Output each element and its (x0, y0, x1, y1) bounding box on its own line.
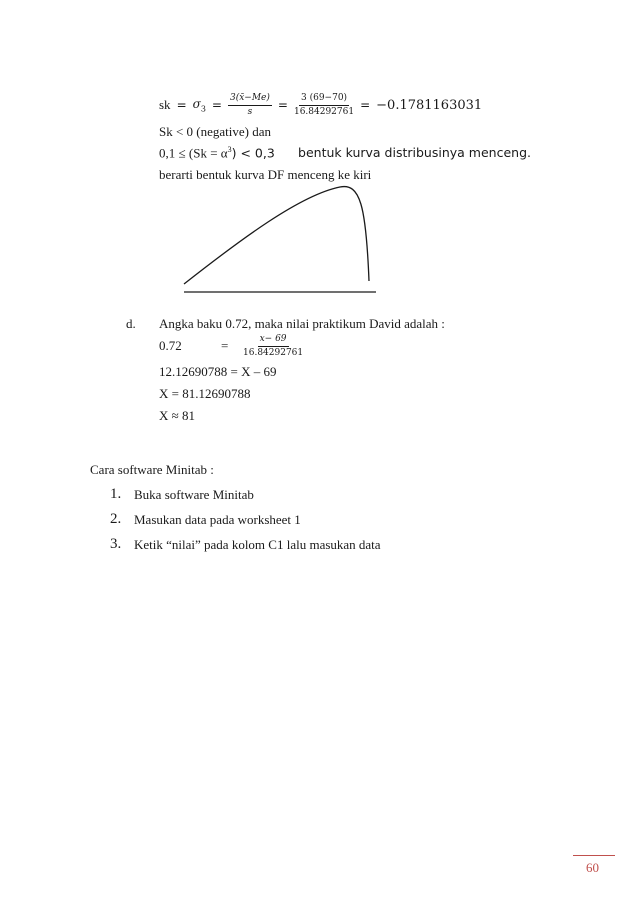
skewness-result: −0.1781163031 (376, 97, 483, 113)
sigma-symbol: $\sigma_3$ (192, 96, 206, 114)
equals-sign: = (211, 98, 222, 112)
minitab-heading: Cara software Minitab : (90, 462, 214, 477)
skewed-curve-figure (0, 0, 638, 310)
page-number: 60 (586, 860, 599, 875)
z-value: 0.72 (159, 338, 182, 353)
sk-negative-line: Sk < 0 (negative) dan (159, 124, 272, 139)
part-d-text: Angka baku 0.72, maka nilai praktikum David adalah : (159, 316, 445, 331)
list-item: 1. Buka software Minitab (110, 486, 254, 502)
z-score-equation (159, 333, 303, 359)
solution-step-3: X ≈ 81 (159, 408, 196, 423)
substituted-fraction: $\frac{3 (69-70)}{16.84292761}$ (293, 92, 355, 117)
equals-sign: = (277, 98, 288, 112)
pearson-fraction: $\frac{3(x̄-Me)}{s}$ (229, 92, 270, 117)
minitab-step-list (110, 482, 381, 557)
z-score-fraction: $\frac{x- 69}{16.84292761}$ (243, 333, 304, 358)
solution-step-1: 12.12690788 = X – 69 (159, 364, 277, 379)
equals-sign: = (176, 98, 187, 112)
solution-step-2: X = 81.12690788 (159, 386, 251, 401)
equals-sign: = (360, 98, 371, 112)
skewed-curve (184, 187, 369, 284)
part-d-marker: d. (126, 316, 136, 331)
list-item: 3. Ketik “nilai” pada kolom C1 lalu masukan data (110, 536, 381, 552)
skew-range-line: $0,1 \le (Sk = \alpha^3) < 0,3$ bentuk kurva distribusinya menceng. (159, 145, 531, 161)
footer-rule (573, 855, 615, 856)
equals-sign: = (221, 338, 229, 353)
distribution-skew-note: bentuk kurva distribusinya menceng. (298, 145, 531, 161)
sk-label: sk (159, 97, 171, 112)
list-item: 2. Masukan data pada worksheet 1 (110, 511, 301, 527)
conclusion-line: berarti bentuk kurva DF menceng ke kiri (159, 167, 372, 182)
